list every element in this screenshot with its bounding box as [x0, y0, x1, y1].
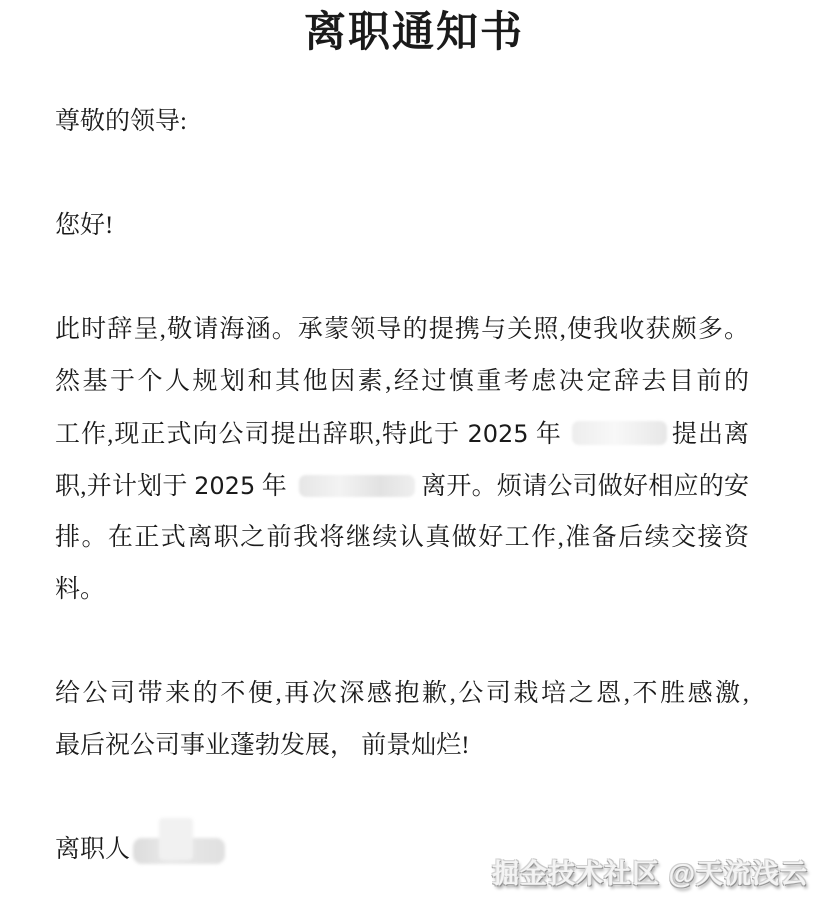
blank-line	[55, 148, 749, 200]
paragraph1-line4	[55, 460, 749, 512]
redacted-departure-date-patch	[299, 475, 415, 497]
paragraph1-line3	[55, 408, 749, 460]
paragraph2-line2: 最后祝公司事业蓬勃发展， 前景灿烂!	[55, 732, 470, 759]
blank-line	[55, 252, 749, 304]
line3-text-after-patch: 提出离	[670, 421, 749, 448]
salutation-line: 尊敬的领导:	[55, 108, 187, 135]
paragraph1-line2: 然基于个人规划和其他因素,经过慎重考虑决定辞去目前的	[55, 368, 749, 395]
signature-blur-upper	[159, 818, 193, 860]
letter-body	[55, 96, 749, 876]
document-title: 离职通知书	[303, 10, 524, 56]
line3-text-before-year: 工作,现正式向公司提出辞职,特此于	[55, 421, 461, 448]
redacted-resignation-date-patch	[572, 421, 667, 445]
paragraph1-line1: 此时辞呈,敬请海涵。承蒙领导的提携与关照,使我收获颇多。	[55, 316, 749, 343]
blank-line	[55, 772, 749, 824]
watermark-text: 掘金技术社区 @天流浅云	[492, 859, 808, 889]
blank-line	[55, 616, 749, 668]
line4-text-before-year: 职,并计划于	[55, 473, 188, 500]
paragraph2-line1: 给公司带来的不便,再次深感抱歉,公司栽培之恩,不胜感激,	[55, 680, 749, 707]
line4-text-after-patch: 离开。烦请公司做好相应的安	[420, 473, 749, 500]
paragraph1-line6: 料。	[55, 576, 106, 603]
paragraph1-line5: 排。在正式离职之前我将继续认真做好工作,准备后续交接资	[55, 524, 749, 551]
line4-year-suffix: 年	[261, 473, 287, 500]
line3-year-suffix: 年	[535, 421, 562, 448]
greeting-line: 您好!	[55, 212, 114, 239]
redacted-signature-name-patch	[133, 834, 225, 862]
signature-label: 离职人	[55, 836, 131, 863]
line4-year: 2025	[194, 472, 256, 500]
line3-year: 2025	[467, 420, 529, 448]
